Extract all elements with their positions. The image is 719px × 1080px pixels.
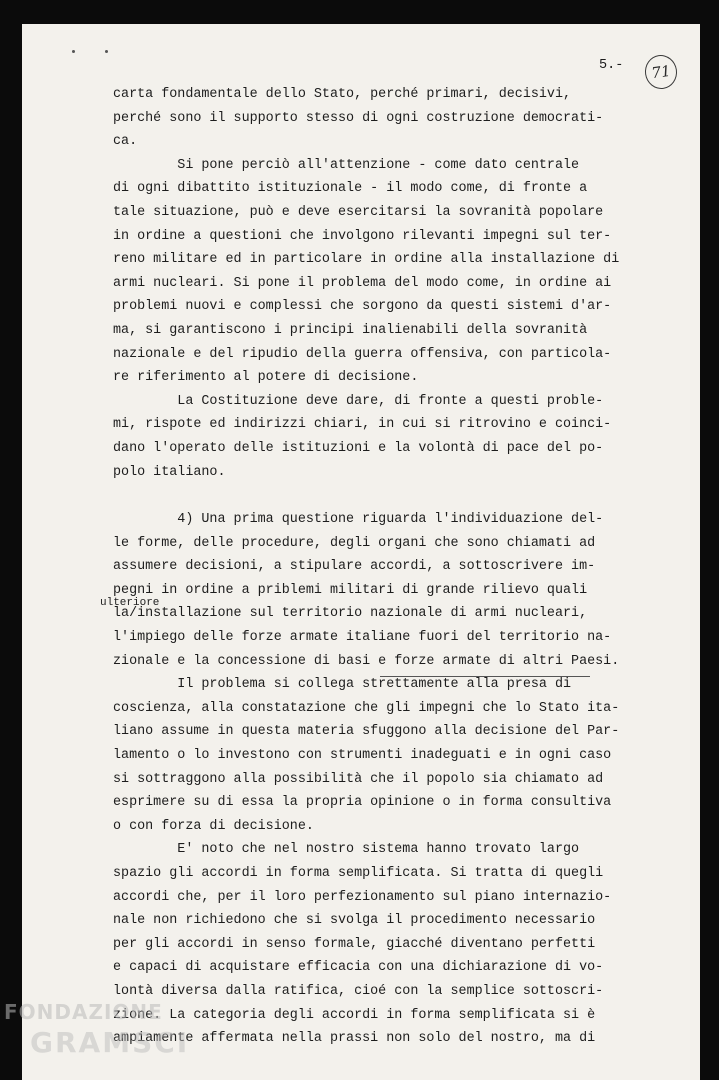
- text-line: zione. La categoria degli accordi in forma semplificata si è: [113, 1007, 596, 1023]
- text-line: esprimere su di essa la propria opinione o in forma consultiva: [113, 795, 612, 811]
- body-text: [113, 83, 683, 1051]
- text-line: le forme, delle procedure, degli organi che sono chiamati ad: [113, 535, 596, 551]
- text-line: reno militare ed in particolare in ordine alla installazione di: [113, 252, 620, 268]
- punch-mark: [105, 50, 108, 53]
- text-line: per gli accordi in senso formale, giacché diventano perfetti: [113, 936, 596, 952]
- text-line: polo italiano.: [113, 464, 226, 480]
- text-line: mi, rispote ed indirizzi chiari, in cui si ritrovino e coinci-: [113, 417, 612, 433]
- text-line: lamento o lo investono con strumenti inadeguati e in ogni caso: [113, 748, 612, 764]
- text-line: ma, si garantiscono i principi inalienabili della sovranità: [113, 322, 588, 338]
- text-line: perché sono il supporto stesso di ogni costruzione democrati-: [113, 110, 604, 126]
- text-line: re riferimento al potere di decisione.: [113, 370, 419, 386]
- text-line: l'impiego delle forze armate italiane fuori del territorio na-: [113, 630, 612, 646]
- text-line: nazionale e del ripudio della guerra offensiva, con particola-: [113, 346, 612, 362]
- text-line: si sottraggono alla possibilità che il popolo sia chiamato ad: [113, 771, 604, 787]
- text-line: E' noto che nel nostro sistema hanno trovato largo: [113, 842, 580, 858]
- punch-mark: [72, 50, 75, 53]
- text-line: dano l'operato delle istituzioni e la volontà di pace del po-: [113, 440, 604, 456]
- text-line: [113, 484, 683, 508]
- handwritten-insertion: ulteriore: [100, 597, 160, 609]
- text-line: e capaci di acquistare efficacia con una dichiarazione di vo-: [113, 960, 604, 976]
- text-line: assumere decisioni, a stipulare accordi, a sottoscrivere im-: [113, 559, 596, 575]
- text-line: ampiamente affermata nella prassi non solo del nostro, ma di: [113, 1031, 596, 1047]
- text-line: zionale e la concessione di basi e forze armate di altri Paesi.: [113, 653, 620, 669]
- watermark-sub: GRAMSCI: [30, 1026, 190, 1059]
- text-line: carta fondamentale dello Stato, perché primari, decisivi,: [113, 87, 572, 102]
- text-line: armi nucleari. Si pone il problema del modo come, in ordine ai: [113, 275, 612, 291]
- text-line: lontà diversa dalla ratifica, cioé con la semplice sottoscri-: [113, 983, 604, 999]
- text-line: nale non richiedono che si svolga il procedimento necessario: [113, 913, 596, 929]
- text-line: o con forza di decisione.: [113, 818, 314, 834]
- text-line: coscienza, alla constatazione che gli impegni che lo Stato ita-: [113, 700, 620, 716]
- document-page: [22, 24, 700, 1080]
- text-line: Si pone perciò all'attenzione - come dato centrale: [113, 157, 580, 173]
- text-line: spazio gli accordi in forma semplificata. Si tratta di quegli: [113, 866, 604, 881]
- archive-number-stamp: 71: [643, 53, 679, 91]
- text-line: liano assume in questa materia sfuggono alla decisione del Par-: [113, 724, 620, 740]
- text-line: La Costituzione deve dare, di fronte a questi proble-: [113, 393, 604, 409]
- text-line: tale situazione, può e deve esercitarsi la sovranità popolare: [113, 204, 604, 220]
- text-line: la/installazione sul territorio nazionale di armi nucleari,: [113, 606, 588, 622]
- watermark: FONDAZIONE: [4, 1000, 163, 1024]
- text-line: ca.: [113, 134, 138, 150]
- text-line: accordi che, per il loro perfezionamento sul piano internazio-: [113, 889, 612, 905]
- text-line: problemi nuovi e complessi che sorgono da questi sistemi d'ar-: [113, 299, 612, 315]
- text-line: pegni in ordine a priblemi militari di grande rilievo quali: [113, 582, 588, 598]
- text-line: di ogni dibattito istituzionale - il modo come, di fronte a: [113, 181, 588, 197]
- text-line: Il problema si collega strettamente alla presa di: [113, 677, 572, 693]
- text-line: 4) Una prima questione riguarda l'individuazione del-: [113, 512, 604, 528]
- text-line: in ordine a questioni che involgono rilevanti impegni sul ter-: [113, 228, 612, 244]
- page-number: 5.-: [599, 58, 624, 73]
